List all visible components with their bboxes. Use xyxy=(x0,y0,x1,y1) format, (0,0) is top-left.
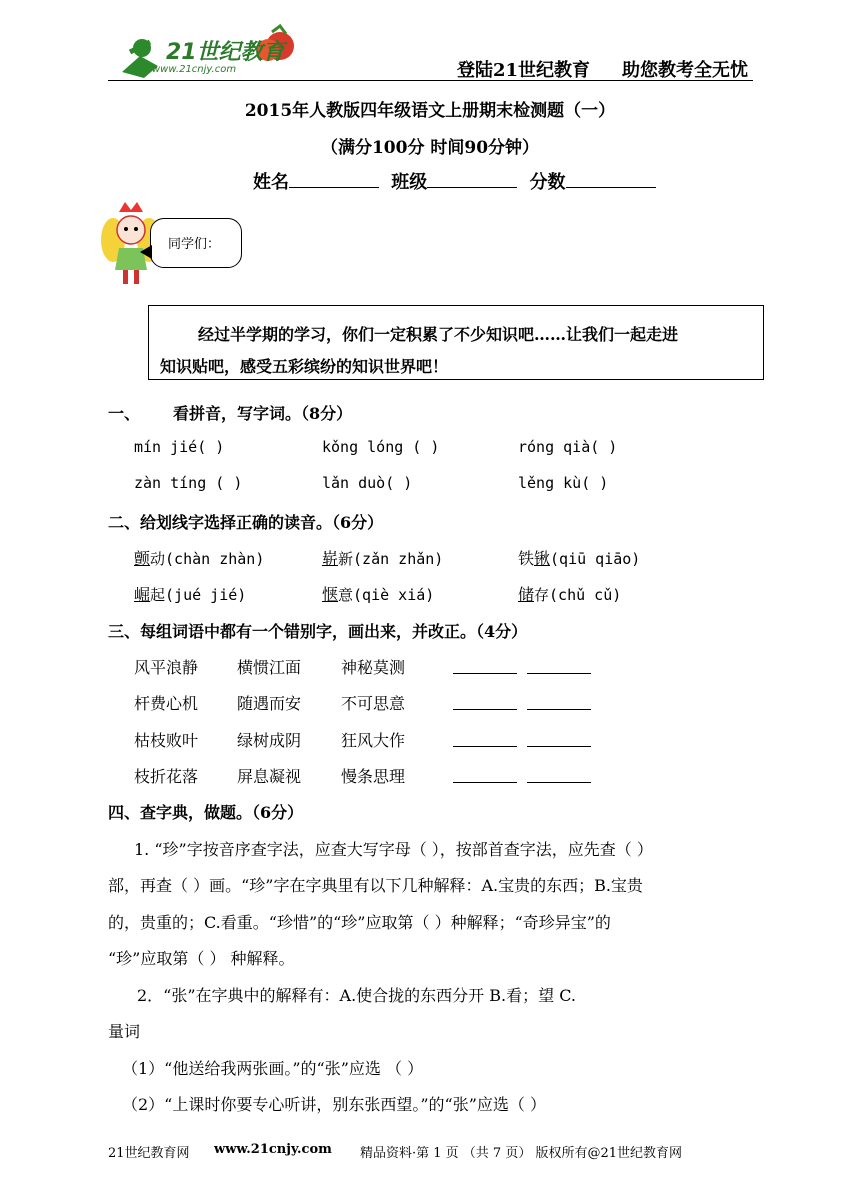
section3-heading: 三、每组词语中都有一个错别字，画出来，并改正。（4分） xyxy=(108,622,528,641)
bubble-text: 同学们： xyxy=(168,237,221,252)
word-r3-c1: 枯枝败叶 xyxy=(134,731,199,750)
word-r4-c3: 慢条思理 xyxy=(341,767,406,786)
pinyin-item-1: mín jié( ) xyxy=(134,438,225,456)
pinyin-item-2: kǒng lóng ( ) xyxy=(322,438,440,456)
name-blank[interactable] xyxy=(289,169,379,188)
answer-blank[interactable] xyxy=(527,766,591,783)
q1-line-4: “珍”应取第（ ） 种解释。 xyxy=(108,949,295,968)
word-r2-c1: 杆费心机 xyxy=(134,694,199,713)
score-label: 分数 xyxy=(529,172,566,193)
bubble-tail xyxy=(140,245,152,259)
reading-item-1: 颤动(chàn zhàn) xyxy=(134,549,265,568)
score-blank[interactable] xyxy=(566,169,656,188)
section4-heading: 四、查字典，做题。（6分） xyxy=(108,803,304,822)
word-r3-c2: 绿树成阴 xyxy=(237,731,302,750)
pinyin-item-3: róng qià( ) xyxy=(518,438,618,456)
q2-line-2: 量词 xyxy=(108,1022,141,1041)
answer-blank[interactable] xyxy=(453,657,517,674)
word-r1-c2: 横惯江面 xyxy=(237,658,302,677)
page-title: 2015年人教版四年级语文上册期末检测题（一） xyxy=(244,101,616,121)
answer-blank[interactable] xyxy=(453,730,517,747)
logo-url: www.21cnjy.com xyxy=(152,64,237,75)
word-r1-c1: 风平浪静 xyxy=(134,658,199,677)
intro-line-2: 知识贴吧，感受五彩缤纷的知识世界吧！ xyxy=(160,357,449,376)
word-r4-c1: 枝折花落 xyxy=(134,767,199,786)
footer-site: 21世纪教育网 xyxy=(108,1146,190,1161)
answer-blank[interactable] xyxy=(453,766,517,783)
word-r2-c2: 随遇而安 xyxy=(237,694,302,713)
q2-line-1: 2．“张”在字典中的解释有：A.使合拢的东西分开 B.看；望 C. xyxy=(137,986,576,1005)
page-subtitle: （满分100分 时间90分钟） xyxy=(320,138,540,158)
logo-text: 21世纪教育 xyxy=(166,40,285,65)
class-blank[interactable] xyxy=(427,169,517,188)
word-r2-c3: 不可思意 xyxy=(341,694,406,713)
slogan-left: 登陆21世纪教育 xyxy=(457,60,591,81)
q2-sub-2: （2）“上课时你要专心听讲，别东张西望。”的“张”应选（ ） xyxy=(122,1095,546,1114)
answer-blank[interactable] xyxy=(527,730,591,747)
q1-line-1: 1. “珍”字按音序查字法，应查大写字母（ ），按部首查字法，应先查（ ） xyxy=(134,840,653,859)
intro-line-1: 经过半学期的学习，你们一定积累了不少知识吧……让我们一起走进 xyxy=(198,325,679,344)
word-r4-c2: 屏息凝视 xyxy=(237,767,302,786)
pinyin-item-5: lǎn duò( ) xyxy=(322,474,413,492)
name-label: 姓名 xyxy=(253,172,289,193)
pinyin-item-4: zàn tíng ( ) xyxy=(134,474,243,492)
q1-line-2: 部，再查（ ）画。“珍”字在字典里有以下几种解释：A.宝贵的东西；B.宝贵 xyxy=(108,876,643,895)
word-r3-c3: 狂风大作 xyxy=(341,731,406,750)
section2-heading: 二、给划线字选择正确的读音。（6分） xyxy=(108,513,384,532)
class-label: 班级 xyxy=(391,172,428,193)
footer-url[interactable]: www.21cnjy.com xyxy=(214,1142,332,1157)
reading-item-3: 铁锹(qiū qiāo) xyxy=(518,549,641,568)
reading-item-5: 惬意(qiè xiá) xyxy=(322,585,435,604)
answer-blank[interactable] xyxy=(527,693,591,710)
footer-page-info: 精品资料·第 1 页 （共 7 页） 版权所有@21世纪教育网 xyxy=(360,1146,683,1161)
section1-number: 一、 xyxy=(108,404,141,423)
reading-item-6: 储存(chǔ cǔ) xyxy=(518,585,622,604)
answer-blank[interactable] xyxy=(453,693,517,710)
header-divider xyxy=(108,80,753,81)
student-info-line xyxy=(253,168,656,194)
pinyin-item-6: lěng kù( ) xyxy=(518,474,609,492)
q1-line-3: 的，贵重的；C.看重。“珍惜”的“珍”应取第（ ）种解释；“奇珍异宝”的 xyxy=(108,913,611,932)
section1-heading: 看拼音，写字词。（8分） xyxy=(173,404,353,423)
reading-item-4: 崛起(jué jié) xyxy=(134,585,247,604)
slogan-right: 助您教考全无忧 xyxy=(622,60,748,81)
word-r1-c3: 神秘莫测 xyxy=(341,658,406,677)
reading-item-2: 崭新(zǎn zhǎn) xyxy=(322,549,444,568)
q2-sub-1: （1）“他送给我两张画。”的“张”应选 （ ） xyxy=(122,1059,424,1078)
answer-blank[interactable] xyxy=(527,657,591,674)
